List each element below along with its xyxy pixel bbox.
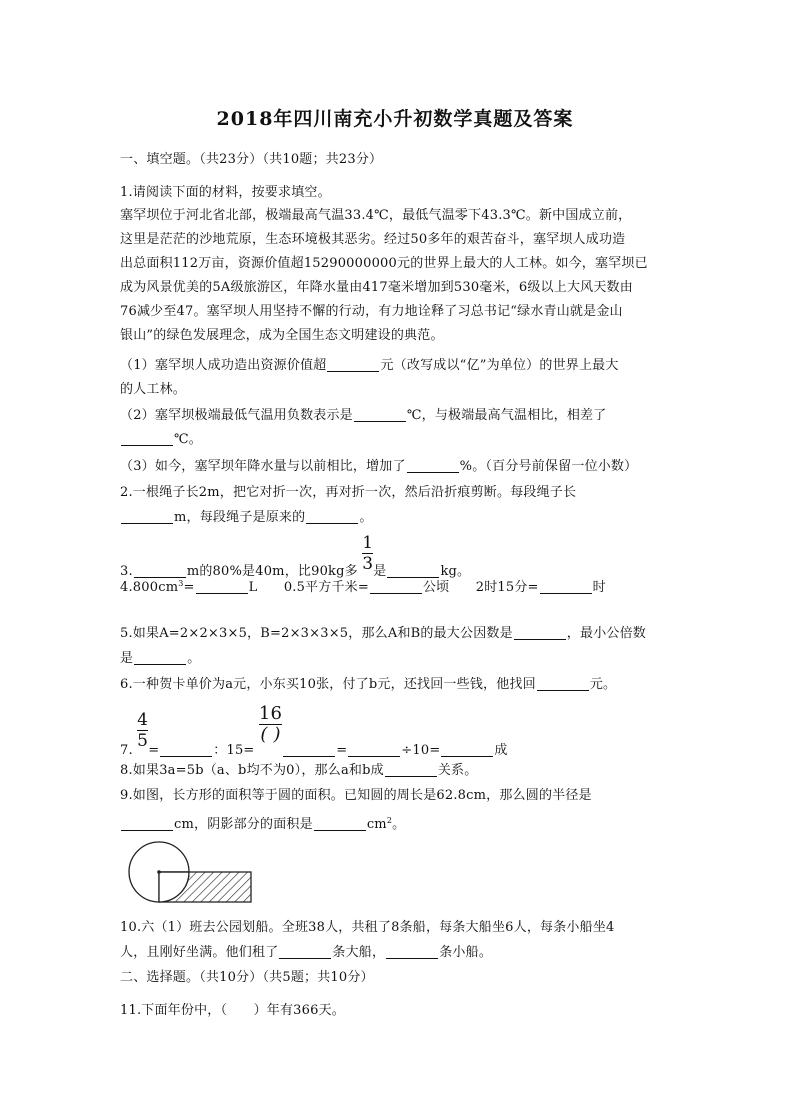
- answer-blank[interactable]: [121, 816, 173, 831]
- q10-text: 人，且刚好坐满。他们租了: [120, 945, 279, 960]
- answer-blank[interactable]: [283, 742, 335, 757]
- q9-line2: [120, 811, 405, 835]
- q4-text: 2时15分=: [475, 580, 539, 595]
- fraction-numerator: 16: [258, 703, 283, 724]
- q5-line2: [120, 649, 200, 669]
- q1-sub2: [120, 406, 606, 426]
- q2-line2: [120, 508, 373, 528]
- q1-sub2-text: （2）塞罕坝极端最低气温用负数表示是: [120, 408, 353, 423]
- answer-blank[interactable]: [354, 407, 406, 422]
- q5-text: 5.如果A=2×2×3×5，B=2×3×3×5，那么A和B的最大公因数是: [120, 626, 513, 641]
- fraction-denominator[interactable]: ( ): [260, 724, 281, 745]
- q6-text: 元。: [589, 677, 617, 692]
- superscript: 2: [386, 816, 393, 825]
- q6-text: 6.一种贺卡单价为a元，小东买10张，付了b元，还找回一些钱，他找回: [120, 677, 536, 692]
- q4-text: L: [248, 580, 258, 595]
- answer-blank[interactable]: [121, 431, 173, 446]
- page-title: 2018年四川南充小升初数学真题及答案: [216, 108, 574, 130]
- fraction-four-fifths: [137, 710, 148, 751]
- q4-text: 4.800cm: [120, 580, 179, 595]
- q9-text: cm: [366, 817, 387, 832]
- q1-sub1: [120, 356, 619, 376]
- q7-text: ÷10=: [401, 743, 441, 758]
- q7-text: ：15=: [213, 743, 255, 758]
- q4-text: =: [183, 580, 195, 595]
- q4: [120, 574, 606, 598]
- answer-blank[interactable]: [134, 650, 186, 665]
- q1-passage-line: 塞罕坝位于河北省北部，极端最高气温33.4℃，最低气温零下43.3℃。新中国成立前，: [120, 208, 632, 223]
- answer-blank[interactable]: [407, 458, 459, 473]
- q5-text: 。: [187, 651, 201, 666]
- circle-center-dot: [157, 870, 161, 874]
- q7-text: =: [336, 743, 348, 758]
- q3-text: kg。: [440, 564, 471, 579]
- q9-text: cm，阴影部分的面积是: [174, 817, 313, 832]
- q5-line1: [120, 624, 646, 644]
- answer-blank[interactable]: [160, 742, 212, 757]
- q7: [120, 703, 508, 758]
- answer-blank[interactable]: [514, 625, 566, 640]
- fraction-numerator: 1: [362, 533, 374, 553]
- q1-sub2-cont: [120, 430, 202, 450]
- section-heading-fill-blanks: 一、填空题。（共23分）（共10题；共23分）: [120, 152, 383, 167]
- answer-blank[interactable]: [537, 676, 589, 691]
- q7-text: 7.: [120, 743, 133, 758]
- q2-line1: 2.一根绳子长2m，把它对折一次，再对折一次，然后沿折痕剪断。每段绳子长: [120, 485, 577, 500]
- q1-passage-line: 76减少至47。塞罕坝人用坚持不懈的行动，有力地诠释了习总书记“绿水青山就是金山: [120, 304, 623, 319]
- fraction-one-third: [362, 533, 373, 574]
- answer-blank[interactable]: [348, 742, 400, 757]
- q9-line1: 9.如图，长方形的面积等于圆的面积。已知圆的周长是62.8cm，那么圆的半径是: [120, 788, 592, 803]
- q1-passage-line: 银山”的绿色发展理念，成为全国生态文明建设的典范。: [120, 328, 444, 343]
- q2-text: 。: [359, 510, 373, 525]
- q3-text: 是: [373, 564, 387, 579]
- q1-sub1-text: （1）塞罕坝人成功造出资源价值超: [120, 358, 327, 373]
- answer-blank[interactable]: [306, 509, 358, 524]
- q5-text: ，最小公倍数: [566, 626, 646, 641]
- q6: [120, 675, 616, 695]
- q1-intro: 1.请阅读下面的材料，按要求填空。: [120, 185, 331, 200]
- q1-passage-line: 这里是茫茫的沙地荒原，生态环境极其恶劣。经过50多年的艰苦奋斗，塞罕坝人成功造: [120, 232, 626, 247]
- q10-text: 条大船，: [332, 945, 386, 960]
- q1-sub2-text: ℃。: [174, 432, 202, 447]
- answer-blank[interactable]: [441, 742, 493, 757]
- q2-text: m，每段绳子是原来的: [174, 510, 306, 525]
- q1-sub1-cont: 的人工林。: [120, 382, 187, 397]
- answer-blank[interactable]: [121, 509, 173, 524]
- q8-text: 8.如果3a=5b（a、b均不为0），那么a和b成: [120, 763, 384, 778]
- q3-text: 3.: [120, 564, 133, 579]
- section-heading-multiple-choice: 二、选择题。（共10分）（共5题；共10分）: [120, 970, 374, 985]
- fraction-sixteen-over-blank: [259, 704, 282, 745]
- q1-sub2-text: ℃，与极端最高气温相比，相差了: [406, 408, 607, 423]
- q9-text: 。: [392, 817, 406, 832]
- q1-sub3-text: （3）如今，塞罕坝年降水量与以前相比，增加了: [120, 459, 406, 474]
- q5-text: 是: [120, 651, 134, 666]
- answer-blank[interactable]: [279, 944, 331, 959]
- answer-blank[interactable]: [386, 944, 438, 959]
- q1-sub1-text: 元（改写成以“亿”为单位）的世界上最大: [380, 358, 619, 373]
- q1-sub3-text: %。（百分号前保留一位小数）: [459, 459, 638, 474]
- answer-blank[interactable]: [385, 762, 437, 777]
- q1-passage-line: 成为风景优美的5A级旅游区，年降水量由417毫米增加到530毫米，6级以上大风天数由: [120, 280, 633, 295]
- answer-blank[interactable]: [370, 579, 422, 594]
- q4-text: 公顷: [422, 580, 450, 595]
- q10-line1: 10.六（1）班去公园划船。全班38人，共租了8条船，每条大船坐6人，每条小船坐4: [120, 920, 615, 935]
- q8-text: 关系。: [437, 763, 478, 778]
- q10-text: 条小船。: [439, 945, 493, 960]
- answer-blank[interactable]: [327, 357, 379, 372]
- superscript: 3: [178, 579, 184, 588]
- q3-text: m的80%是40m，比90kg多: [186, 564, 358, 579]
- q8: [120, 761, 477, 781]
- q7-text: =: [148, 743, 160, 758]
- fraction-denominator: 3: [362, 554, 374, 574]
- q4-text: 0.5平方千米=: [283, 580, 369, 595]
- q4-text: 时: [592, 580, 606, 595]
- circle-rectangle-figure: [120, 838, 270, 908]
- fraction-numerator: 4: [137, 710, 149, 730]
- answer-blank[interactable]: [314, 816, 366, 831]
- q1-sub3: [120, 457, 637, 477]
- answer-blank[interactable]: [540, 579, 592, 594]
- q11: 11.下面年份中，（ ）年有366天。: [120, 1003, 345, 1018]
- q7-text: 成: [494, 743, 508, 758]
- q10-line2: [120, 943, 492, 963]
- fraction-denominator: 5: [137, 731, 149, 751]
- q1-passage-line: 出总面积112万亩，资源价值超15290000000元的世界上最大的人工林。如今，塞罕坝已: [120, 256, 648, 271]
- answer-blank[interactable]: [196, 579, 248, 594]
